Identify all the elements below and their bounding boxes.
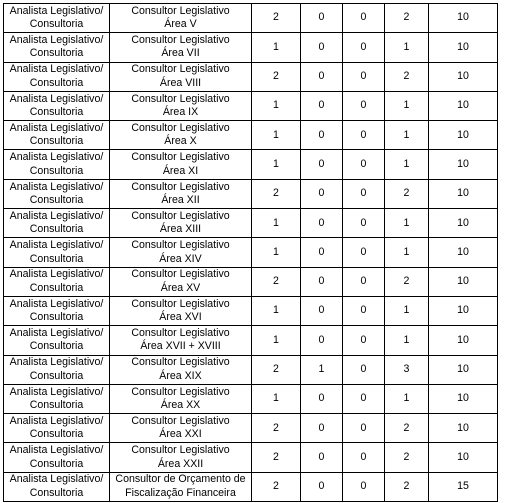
cargo-cell <box>4 150 110 179</box>
value-cell-3: 0 <box>343 33 385 62</box>
value-cell-2: 0 <box>301 4 343 33</box>
cargo-cell <box>4 326 110 355</box>
value-cell-5: 10 <box>429 150 498 179</box>
value-cell-5: 10 <box>429 179 498 208</box>
value-cell-2: 0 <box>301 209 343 238</box>
cargo-line-2: Consultoria <box>29 135 84 148</box>
table-row <box>4 414 498 443</box>
cargo-line-1: Analista Legislativo/ <box>9 385 104 398</box>
especialidade-line-1: Consultor Legislativo <box>131 444 230 457</box>
cargo-line-1: Analista Legislativo/ <box>9 121 104 134</box>
especialidade-line-1: Consultor Legislativo <box>131 92 230 105</box>
especialidade-line-2: Área XXI <box>159 428 202 441</box>
especialidade-line-1: Consultor Legislativo <box>131 4 230 17</box>
value-cell-1: 2 <box>252 472 301 501</box>
cargo-line-1: Analista Legislativo/ <box>9 239 104 252</box>
value-cell-2: 0 <box>301 472 343 501</box>
especialidade-cell <box>110 121 252 150</box>
especialidade-line-2: Área XV <box>160 281 201 294</box>
especialidade-line-2: Fiscalização Financeira <box>125 486 236 499</box>
value-cell-4: 2 <box>385 62 429 91</box>
cargo-cell <box>4 62 110 91</box>
value-cell-2: 0 <box>301 296 343 325</box>
value-cell-3: 0 <box>343 296 385 325</box>
cargo-line-1: Analista Legislativo/ <box>9 180 104 193</box>
value-cell-3: 0 <box>343 4 385 33</box>
value-cell-3: 0 <box>343 472 385 501</box>
cargo-cell <box>4 4 110 33</box>
especialidade-line-1: Consultor Legislativo <box>131 268 230 281</box>
value-cell-5: 10 <box>429 62 498 91</box>
cargo-line-2: Consultoria <box>29 281 84 294</box>
especialidade-line-2: Área VII <box>161 47 200 60</box>
especialidade-cell <box>110 62 252 91</box>
especialidade-cell <box>110 238 252 267</box>
table-row <box>4 238 498 267</box>
value-cell-1: 1 <box>252 121 301 150</box>
value-cell-2: 0 <box>301 414 343 443</box>
table-row <box>4 443 498 472</box>
value-cell-2: 0 <box>301 326 343 355</box>
especialidade-cell <box>110 296 252 325</box>
value-cell-4: 2 <box>385 4 429 33</box>
cargo-line-2: Consultoria <box>29 47 84 60</box>
especialidade-cell <box>110 326 252 355</box>
especialidade-line-1: Consultor Legislativo <box>131 209 230 222</box>
value-cell-1: 2 <box>252 267 301 296</box>
especialidade-line-2: Área XI <box>162 164 199 177</box>
cargo-line-1: Analista Legislativo/ <box>9 268 104 281</box>
especialidade-cell <box>110 179 252 208</box>
cargo-line-2: Consultoria <box>29 428 84 441</box>
cargo-line-2: Consultoria <box>29 223 84 236</box>
value-cell-1: 2 <box>252 414 301 443</box>
cargo-line-1: Analista Legislativo/ <box>9 4 104 17</box>
value-cell-5: 10 <box>429 209 498 238</box>
especialidade-cell <box>110 33 252 62</box>
cargo-cell <box>4 33 110 62</box>
especialidade-cell <box>110 414 252 443</box>
cargo-line-2: Consultoria <box>29 106 84 119</box>
value-cell-5: 10 <box>429 296 498 325</box>
especialidade-cell <box>110 4 252 33</box>
value-cell-1: 2 <box>252 179 301 208</box>
cargo-line-2: Consultoria <box>29 311 84 324</box>
cargo-line-1: Analista Legislativo/ <box>9 473 104 486</box>
cargo-line-2: Consultoria <box>29 369 84 382</box>
value-cell-4: 2 <box>385 267 429 296</box>
cargo-line-2: Consultoria <box>29 399 84 411</box>
value-cell-4: 2 <box>385 443 429 472</box>
value-cell-1: 1 <box>252 91 301 120</box>
especialidade-line-2: Área XIV <box>159 252 202 265</box>
especialidade-cell <box>110 443 252 472</box>
value-cell-2: 1 <box>301 355 343 384</box>
value-cell-2: 0 <box>301 62 343 91</box>
especialidade-line-1: Consultor Legislativo <box>131 63 230 76</box>
cargo-line-2: Consultoria <box>29 18 84 31</box>
cargo-cell <box>4 443 110 472</box>
cargo-cell <box>4 384 110 413</box>
especialidade-line-1: Consultor Legislativo <box>131 34 230 47</box>
table-row <box>4 4 498 33</box>
value-cell-5: 10 <box>429 33 498 62</box>
value-cell-4: 1 <box>385 121 429 150</box>
value-cell-2: 0 <box>301 91 343 120</box>
value-cell-1: 2 <box>252 355 301 384</box>
value-cell-5: 10 <box>429 91 498 120</box>
value-cell-4: 1 <box>385 33 429 62</box>
value-cell-1: 1 <box>252 209 301 238</box>
cargo-line-1: Analista Legislativo/ <box>9 356 104 369</box>
value-cell-4: 3 <box>385 355 429 384</box>
table-row <box>4 209 498 238</box>
value-cell-2: 0 <box>301 238 343 267</box>
value-cell-4: 1 <box>385 150 429 179</box>
value-cell-5: 10 <box>429 414 498 443</box>
value-cell-5: 15 <box>429 472 498 501</box>
value-cell-1: 1 <box>252 296 301 325</box>
especialidade-line-1: Consultor Legislativo <box>131 121 230 134</box>
value-cell-3: 0 <box>343 179 385 208</box>
table-row <box>4 326 498 355</box>
value-cell-1: 1 <box>252 33 301 62</box>
especialidade-line-1: Consultor Legislativo <box>131 239 230 252</box>
table-row <box>4 384 498 413</box>
value-cell-1: 2 <box>252 4 301 33</box>
cargo-line-1: Analista Legislativo/ <box>9 151 104 164</box>
value-cell-4: 1 <box>385 91 429 120</box>
cargo-cell <box>4 238 110 267</box>
cargo-cell <box>4 296 110 325</box>
value-cell-2: 0 <box>301 179 343 208</box>
value-cell-3: 0 <box>343 150 385 179</box>
especialidade-line-2: Área XXII <box>157 457 204 470</box>
especialidade-cell <box>110 355 252 384</box>
especialidade-line-2: Área IX <box>162 106 199 119</box>
cargo-line-2: Consultoria <box>29 252 84 265</box>
especialidade-line-1: Consultor de Orçamento de <box>115 473 246 486</box>
especialidade-line-2: Área XIX <box>159 369 202 382</box>
value-cell-1: 1 <box>252 150 301 179</box>
especialidade-line-1: Consultor Legislativo <box>131 385 230 398</box>
cargo-line-1: Analista Legislativo/ <box>9 414 104 427</box>
table-row <box>4 472 498 501</box>
value-cell-4: 1 <box>385 296 429 325</box>
cargo-cell <box>4 209 110 238</box>
especialidade-cell <box>110 150 252 179</box>
cargo-line-1: Analista Legislativo/ <box>9 34 104 47</box>
value-cell-5: 10 <box>429 267 498 296</box>
cargo-line-1: Analista Legislativo/ <box>9 63 104 76</box>
value-cell-1: 1 <box>252 238 301 267</box>
value-cell-2: 0 <box>301 33 343 62</box>
cargo-line-2: Consultoria <box>29 457 84 470</box>
cargo-cell <box>4 91 110 120</box>
value-cell-5: 10 <box>429 384 498 413</box>
table-row <box>4 296 498 325</box>
value-cell-5: 10 <box>429 121 498 150</box>
especialidade-cell <box>110 472 252 501</box>
cargo-line-2: Consultoria <box>29 164 84 177</box>
vacancy-table <box>3 3 498 502</box>
especialidade-line-2: Área XVII + XVIII <box>140 340 221 353</box>
value-cell-2: 0 <box>301 150 343 179</box>
especialidade-line-1: Consultor Legislativo <box>131 151 230 164</box>
value-cell-2: 0 <box>301 443 343 472</box>
especialidade-line-1: Consultor Legislativo <box>131 180 230 193</box>
cargo-line-2: Consultoria <box>29 193 84 206</box>
especialidade-cell <box>110 91 252 120</box>
table-row <box>4 355 498 384</box>
especialidade-line-2: Área V <box>164 18 197 31</box>
value-cell-3: 0 <box>343 384 385 413</box>
especialidade-line-2: Área XII <box>161 193 200 206</box>
table-body <box>4 4 498 502</box>
value-cell-3: 0 <box>343 355 385 384</box>
value-cell-4: 1 <box>385 326 429 355</box>
cargo-line-2: Consultoria <box>29 76 84 89</box>
especialidade-line-1: Consultor Legislativo <box>131 356 230 369</box>
value-cell-3: 0 <box>343 443 385 472</box>
value-cell-5: 10 <box>429 4 498 33</box>
especialidade-line-2: Área X <box>164 135 197 148</box>
value-cell-4: 2 <box>385 472 429 501</box>
value-cell-3: 0 <box>343 326 385 355</box>
value-cell-2: 0 <box>301 384 343 413</box>
cargo-line-1: Analista Legislativo/ <box>9 209 104 222</box>
value-cell-1: 2 <box>252 62 301 91</box>
value-cell-4: 2 <box>385 414 429 443</box>
cargo-cell <box>4 472 110 501</box>
cargo-line-1: Analista Legislativo/ <box>9 297 104 310</box>
value-cell-1: 2 <box>252 443 301 472</box>
value-cell-3: 0 <box>343 121 385 150</box>
especialidade-cell <box>110 267 252 296</box>
value-cell-2: 0 <box>301 267 343 296</box>
value-cell-3: 0 <box>343 267 385 296</box>
especialidade-line-1: Consultor Legislativo <box>131 297 230 310</box>
value-cell-3: 0 <box>343 209 385 238</box>
cargo-cell <box>4 179 110 208</box>
cargo-cell <box>4 355 110 384</box>
cargo-line-2: Consultoria <box>29 340 84 353</box>
value-cell-2: 0 <box>301 121 343 150</box>
table-row <box>4 150 498 179</box>
value-cell-4: 1 <box>385 384 429 413</box>
especialidade-line-2: Área XX <box>160 399 201 411</box>
value-cell-5: 10 <box>429 326 498 355</box>
cargo-line-1: Analista Legislativo/ <box>9 92 104 105</box>
value-cell-3: 0 <box>343 238 385 267</box>
value-cell-1: 1 <box>252 384 301 413</box>
table-row <box>4 33 498 62</box>
especialidade-line-2: Área XIII <box>159 223 202 236</box>
value-cell-3: 0 <box>343 414 385 443</box>
cargo-line-1: Analista Legislativo/ <box>9 327 104 339</box>
value-cell-3: 0 <box>343 62 385 91</box>
especialidade-cell <box>110 384 252 413</box>
value-cell-3: 0 <box>343 91 385 120</box>
value-cell-4: 1 <box>385 209 429 238</box>
table-row <box>4 121 498 150</box>
value-cell-1: 1 <box>252 326 301 355</box>
table-row <box>4 62 498 91</box>
value-cell-5: 10 <box>429 443 498 472</box>
cargo-cell <box>4 414 110 443</box>
value-cell-4: 2 <box>385 179 429 208</box>
table-row <box>4 267 498 296</box>
cargo-cell <box>4 121 110 150</box>
table-row <box>4 91 498 120</box>
cargo-cell <box>4 267 110 296</box>
cargo-line-1: Analista Legislativo/ <box>9 444 104 457</box>
especialidade-line-1: Consultor Legislativo <box>131 414 230 427</box>
value-cell-5: 10 <box>429 238 498 267</box>
value-cell-5: 10 <box>429 355 498 384</box>
value-cell-4: 1 <box>385 238 429 267</box>
table-row <box>4 179 498 208</box>
especialidade-cell <box>110 209 252 238</box>
especialidade-line-1: Consultor Legislativo <box>131 327 230 339</box>
especialidade-line-2: Área VIII <box>159 76 202 89</box>
especialidade-line-2: Área XVI <box>159 311 202 324</box>
cargo-line-2: Consultoria <box>29 486 84 499</box>
